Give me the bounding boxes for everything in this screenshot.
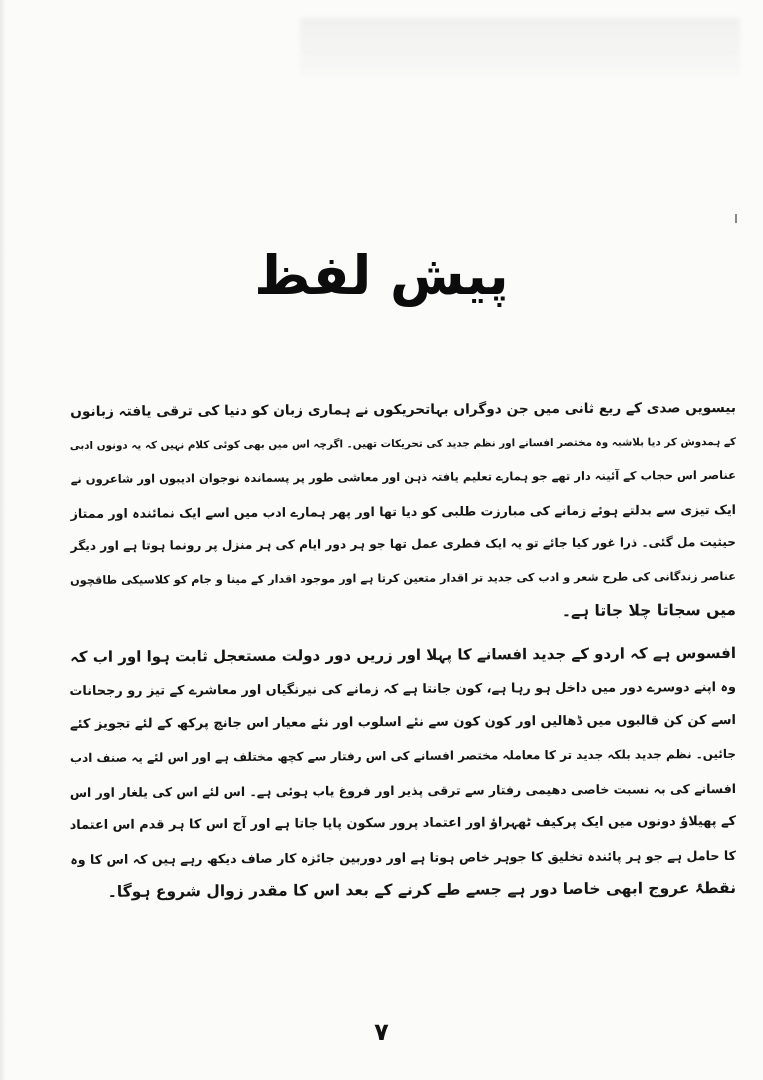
text-line: بیسویں صدی کے ربع ثانی میں جن دوگراں بہاتحریکوں نے ہماری زبان کو دنیا کی ترقی یافتہ زبانوں [70,399,737,420]
bleed-through-smudge [300,18,740,76]
body-text [56,394,736,908]
page-number: ۷ [374,1018,389,1046]
scan-speck [735,214,737,223]
text-line: اسے کن کن قالبوں میں ڈھالیں اور کون کون سے نئے اسلوب اور نئے معیار اس جانچ پرکھ کے لئے تجویز کئے [69,713,737,733]
text-line: میں سجاتا چلا جاتا ہے۔ [561,600,737,620]
text-line: حیثیت مل گئی۔ ذرا غور کیا جائے تو یہ ایک فطری عمل تھا جو ہر دور ایام کی ہر منزل پر رونما ہوتا ہے اور دیگر [70,535,737,554]
text-line: ایک تیزی سے بدلتے ہوئے زمانے کی مبارزت طلبی کو دیا تھا اور پھر ہمارے ادب میں اسے ایک نمائندہ اور ممتاز [70,501,737,521]
text-line: وہ اپنے دوسرے دور میں داخل ہو رہا ہے، کون جانتا ہے کہ زمانے کی نیرنگیاں اور معاشرے کے تیز رو رجحانات [69,679,737,699]
text-line: کے پھیلاؤ دونوں میں ایک پرکیف ٹھہراؤ اور اعتماد پرور سکون پایا جاتا ہے اور آج اس کا ہر قدم اس اعتماد [69,814,737,834]
scan-edge-shadow [0,0,6,1080]
text-line: افسوس ہے کہ اردو کے جدید افسانے کا پہلا اور زریں دور دولت مستعجل ثابت ہوا اور اب کہ [70,644,737,667]
paragraph-2 [56,639,736,908]
text-line: کے ہمدوش کر دیا بلاشبہ وہ مختصر افسانے اور نظم جدید کی تحریکات تھیں۔ اگرچہ اس میں بھی کوئی کلام نہیں کہ یہ دونوں ادبی [69,435,737,452]
text-line: نقطۂ عروج ابھی خاصا دور ہے جسے طے کرنے کے بعد اس کا مقدر زوال شروع ہوگا۔ [107,879,737,902]
text-line: افسانے کی بہ نسبت خاصی دھیمی رفتار سے ترقی پذیر اور فروغ یاب ہوئی ہے۔ اس لئے اس کی یلغار اور اس [69,780,737,800]
text-line: جائیں۔ نظم جدید بلکہ جدید تر کا معاملہ مختصر افسانے کی اس رفتار سے کچھ مختلف ہے اور اس لئے یہ صنف ادب [69,746,737,765]
text-line: عناصر زندگانی کی طرح شعر و ادب کی جدید تر اقدار متعین کرتا ہے اور موجود اقدار کے مینا و جام کو کلاسیکی طاقچوں [70,569,737,587]
text-line: عناصر اس حجاب کے آئینہ دار تھے جو ہمارے تعلیم یافتہ ذہن اور معاشی طور پر پسماندہ نوجوان ادیبوں اور شاعروں نے [70,468,737,487]
text-line: کا حامل ہے جو ہر پائندہ تخلیق کا جوہر خاص ہوتا ہے اور دوربین جائزہ کار صاف دیکھ رہے ہیں کہ اس کا وہ [70,847,737,867]
paragraph-1 [56,394,736,629]
page-title: پیش لفظ [254,244,509,307]
